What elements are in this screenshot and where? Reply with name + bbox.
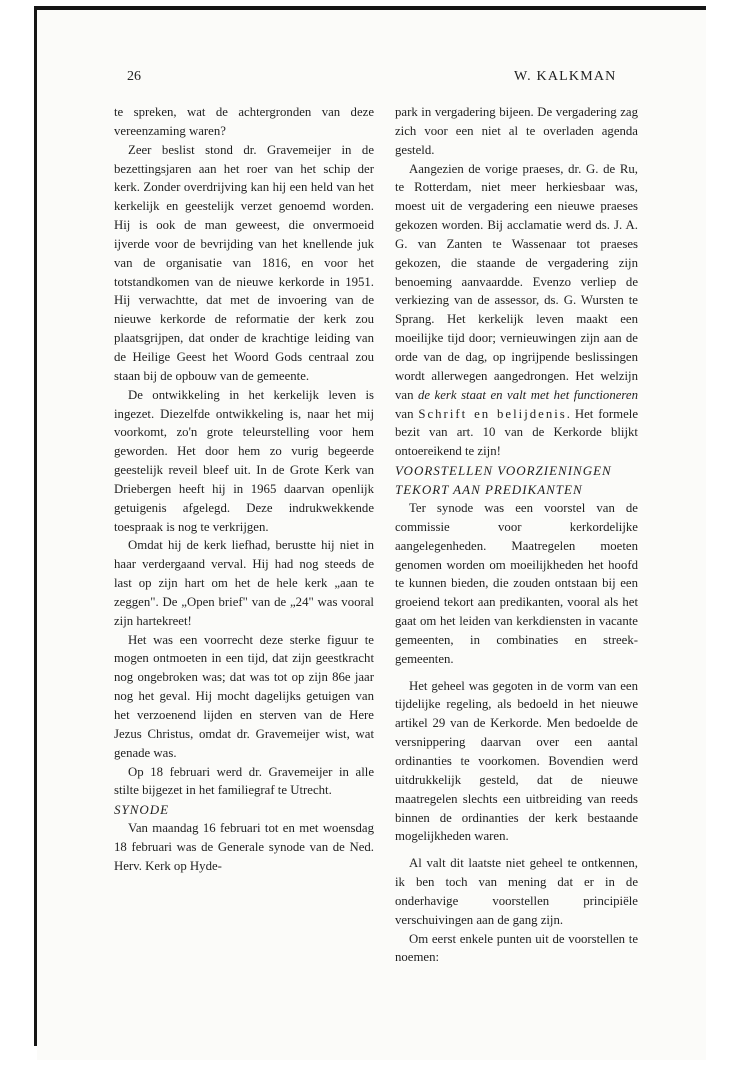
left-paragraph-2: Zeer beslist stond dr. Gravemeijer in de bezettingsjaren aan het roer van het schip der kerk. Zonder overdrijving kan hij een held van het kerkelijk en geestelijk verzet genoemd worden. Hij is ook de man geweest, die onvermoeid ijverde voor de bevrijding van het knellende juk van de organisatie van 1816, en voor het totstandkomen van de nieuwe kerkorde in 1951. Hij verwachtte, dat met de invoering van de nieuwe kerkorde de reformatie der kerk zou plaatsgrijpen, dat onder de krachtige leiding van de Heilige Geest het Woord Gods centraal zou staan bij de opbouw van de gemeente. <box>114 142 374 383</box>
right-paragraph-2-mid: van <box>395 406 419 421</box>
right-paragraph-5: Al valt dit laatste niet geheel te ontkennen, ik ben toch van mening dat er in de onderhavige voorstellen principiële verschuivingen aan de gang zijn. <box>395 856 638 927</box>
right-column <box>395 103 638 967</box>
right-paragraph-3: Ter synode was een voorstel van de commissie voor kerkordelijke aangelegenheden. Maatregelen moeten genomen worden om moeilijkheden het hoofd te kunnen bieden, die zouden ontstaan bij een groeiend tekort aan predikanten, vooral als het gaat om het leiden van kerkdiensten in vacante gemeenten, in combinaties en streek-gemeenten. <box>395 501 638 666</box>
section-heading-voorstellen: VOORSTELLEN VOORZIENINGEN TEKORT AAN PREDIKANTEN <box>395 463 612 498</box>
left-paragraph-5: Het was een voorrecht deze sterke figuur te mogen ontmoeten in een tijd, dat zijn geestkracht nog ongebroken was; dat was tot op zijn 86e jaar nog het geval. Hij mocht dagelijks getuigen van het verzoenend lijden en sterven van de Here Jezus Christus, omdat dr. Gravemeijer wist, wat genade was. <box>114 632 374 760</box>
section-heading-synode: SYNODE <box>114 802 170 818</box>
right-paragraph-6: Om eerst enkele punten uit de voorstellen te noemen: <box>395 931 638 965</box>
right-paragraph-2-italic: de kerk staat en valt met het functioneren <box>417 387 638 402</box>
left-paragraph-3: De ontwikkeling in het kerkelijk leven is ingezet. Diezelfde ontwikkeling is, naar het mij voorkomt, zo'n grote teleurstelling voor hem geworden. Het door hem zo vurig begeerde geestelijk reveil bleef uit. In de Grote Kerk van Driebergen heeft hij in 1965 daarvan openlijk getuigenis afgelegd. Deze indrukwekkende toespraak is nog te verkrijgen. <box>114 387 374 534</box>
page-number: 26 <box>127 69 141 84</box>
right-paragraph-2-text: Aangezien de vorige praeses, dr. G. de Ru, te Rotterdam, niet meer herkiesbaar was, moest uit de vergadering een nieuwe praeses gekozen worden. Bij acclamatie werd ds. J. A. G. van Zanten te Wassenaar tot praeses gekozen, die staande de vergadering zijn benoeming aanvaardde. Evenzo verliep de verkiezing van de assessor, ds. G. Wursten te Sprang. Het kerkelijk leven maakt een moeilijke tijd door; vernieuwingen zijn aan de orde van de dag, op ingrijpende beslissingen wordt allerwegen aangedrongen. Het welzijn van <box>395 161 638 402</box>
right-paragraph-4: Het geheel was gegoten in de vorm van een tijdelijke regeling, als bedoeld in het nieuwe artikel 29 van de Kerkorde. Men bedoelde de versnippering daarvan over een aantal ordinanties te voorkomen. Bovendien werd uitdrukkelijk gesteld, dat de nieuwe maatregelen slechts een uitbreiding van reeds binnen de ordinanties der kerk bestaande mogelijkheden waren. <box>395 678 638 844</box>
left-paragraph-6: Op 18 februari werd dr. Gravemeijer in alle stilte bijgezet in het familiegraf te Utrecht. <box>114 764 374 798</box>
left-paragraph-4: Omdat hij de kerk liefhad, berustte hij niet in haar verdergaand verval. Hij had nog steeds de last op zijn hart om het de hele kerk „aan te zeggen". De „Open brief" van de „24" was vooral zijn hartekreet! <box>114 538 374 628</box>
left-paragraph-7: Van maandag 16 februari tot en met woensdag 18 februari was de Generale synode van de Ned. Herv. Kerk op Hyde- <box>114 821 374 873</box>
right-paragraph-1: park in vergadering bijeen. De vergadering zag zich voor een niet al te overladen agenda gesteld. <box>395 105 638 157</box>
left-paragraph-1: te spreken, wat de achtergronden van deze vereenzaming waren? <box>114 105 374 138</box>
right-paragraph-2-spaced: Schrift en belijdenis <box>418 406 567 421</box>
right-paragraph-2 <box>395 160 638 462</box>
left-column <box>114 103 374 876</box>
right-paragraph-2-end: . Het formele bezit van art. 10 van de Kerkorde blijkt ontoereikend te zijn! <box>395 406 638 459</box>
running-head: W. KALKMAN <box>514 69 617 84</box>
